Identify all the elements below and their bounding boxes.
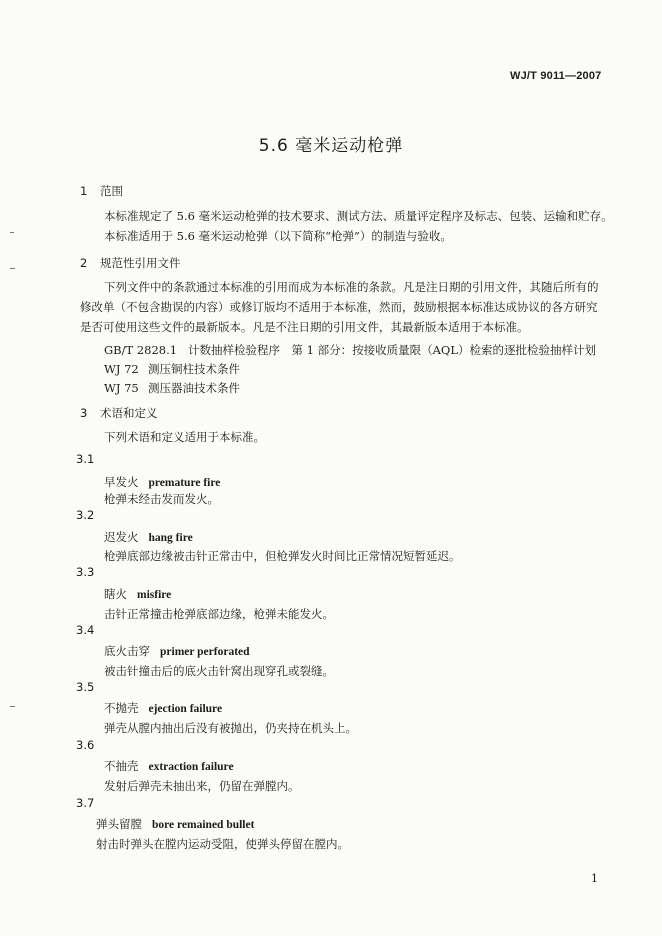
term-en: primer perforated xyxy=(160,646,250,658)
term-definition: 射击时弹头在膛内运动受阻，使弹头停留在膛内。 xyxy=(96,837,349,851)
scope-paragraph-2: 本标准适用于 5.6 毫米运动枪弹（以下简称“枪弹”）的制造与验收。 xyxy=(104,229,452,243)
reference-item xyxy=(104,380,240,396)
normative-line-3: 是否可使用这些文件的最新版本。凡是不注日期的引用文件，其最新版本适用于本标准。 xyxy=(80,320,529,334)
section-number: 2 xyxy=(80,256,88,270)
term-en: hang fire xyxy=(148,532,193,544)
scope-paragraph-1: 本标准规定了 5.6 毫米运动枪弹的技术要求、测试方法、质量评定程序及标志、包装、运输和贮存。 xyxy=(104,209,613,223)
page-title: 5.6 毫米运动枪弹 xyxy=(258,136,404,156)
term-definition: 被击针撞击后的底火击针窝出现穿孔或裂缝。 xyxy=(104,664,334,678)
scan-speck xyxy=(10,706,15,707)
clause-number: 3.4 xyxy=(76,623,95,637)
section-number: 1 xyxy=(80,184,88,198)
term-en: extraction failure xyxy=(148,761,234,773)
clause-number: 3.7 xyxy=(76,796,95,810)
section-heading-terms xyxy=(80,405,158,421)
clause-number: 3.2 xyxy=(76,508,95,522)
term-zh: 不抛壳 xyxy=(104,701,139,715)
clause-number: 3.6 xyxy=(76,738,95,752)
clause-number: 3.3 xyxy=(76,565,95,579)
normative-line-1: 下列文件中的条款通过本标准的引用而成为本标准的条款。凡是注日期的引用文件，其随后所有的 xyxy=(104,280,599,294)
term-en: ejection failure xyxy=(148,703,223,715)
term-en: premature fire xyxy=(148,477,221,489)
clause-number: 3.1 xyxy=(76,452,95,466)
term-definition: 发射后弹壳未抽出来，仍留在弹膛内。 xyxy=(104,779,300,793)
term-zh: 早发火 xyxy=(104,475,139,489)
reference-title: 测压铜柱技术条件 xyxy=(148,362,240,376)
reference-code: WJ 72 xyxy=(104,362,139,376)
term-definition: 枪弹底部边缘被击针正常击中，但枪弹发火时间比正常情况短暂延迟。 xyxy=(104,549,461,563)
reference-code: WJ 75 xyxy=(104,381,139,395)
term-entry xyxy=(104,758,234,774)
term-entry xyxy=(104,643,250,659)
term-entry xyxy=(104,586,171,602)
normative-line-2: 修改单（不包含勘误的内容）或修订版均不适用于本标准，然而，鼓励根据本标准达成协议的各方研究 xyxy=(80,300,598,314)
reference-item xyxy=(104,361,240,377)
standard-number: WJ/T 9011—2007 xyxy=(510,70,602,82)
term-entry xyxy=(104,700,222,716)
reference-code: GB/T 2828.1 xyxy=(104,343,178,357)
term-en: bore remained bullet xyxy=(152,819,255,831)
term-zh: 迟发火 xyxy=(104,530,139,544)
term-definition: 弹壳从膛内抽出后没有被抛出，仍夹持在机头上。 xyxy=(104,721,357,735)
term-zh: 底火击穿 xyxy=(104,644,150,658)
reference-title: 计数抽样检验程序 第 1 部分：按接收质量限（AQL）检索的逐批检验抽样计划 xyxy=(188,343,596,357)
term-definition: 击针正常撞击枪弹底部边缘，枪弹未能发火。 xyxy=(104,607,334,621)
term-entry xyxy=(104,474,220,490)
section-heading-normative xyxy=(80,255,181,271)
section-title: 规范性引用文件 xyxy=(100,256,181,270)
page-number: 1 xyxy=(591,872,598,885)
term-zh: 不抽壳 xyxy=(104,759,139,773)
section-heading-scope xyxy=(80,183,123,199)
term-zh: 弹头留膛 xyxy=(96,817,142,831)
term-en: misfire xyxy=(137,589,172,601)
section-number: 3 xyxy=(80,406,88,420)
terms-intro: 下列术语和定义适用于本标准。 xyxy=(104,430,265,444)
term-entry xyxy=(96,816,254,832)
term-entry xyxy=(104,529,193,545)
reference-item xyxy=(104,342,596,358)
section-title: 范围 xyxy=(100,184,123,198)
scan-speck xyxy=(10,268,15,269)
section-title: 术语和定义 xyxy=(100,406,158,420)
term-definition: 枪弹未经击发而发火。 xyxy=(104,492,219,506)
scan-speck xyxy=(10,232,14,233)
clause-number: 3.5 xyxy=(76,680,95,694)
term-zh: 瞎火 xyxy=(104,587,127,601)
reference-title: 测压器油技术条件 xyxy=(148,381,240,395)
